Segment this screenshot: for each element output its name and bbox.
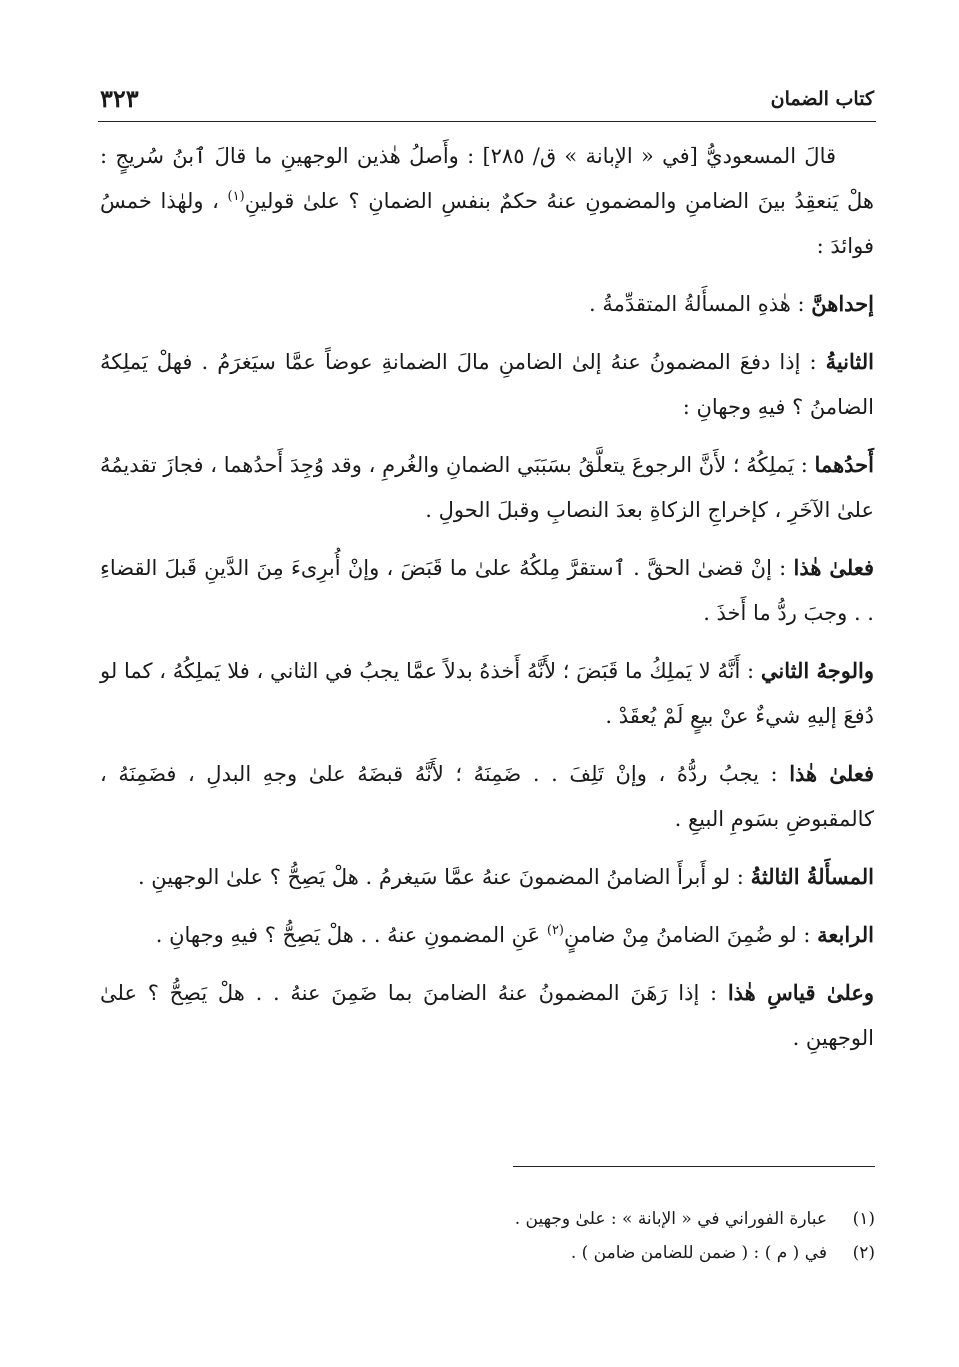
footnotes	[175, 1202, 875, 1270]
page-header	[100, 84, 874, 118]
footnote-rule	[513, 1166, 875, 1167]
footnote-text: عبارة الفوراني في « الإبانة » : علىٰ وجهين .	[514, 1209, 827, 1229]
paragraph-text: : هٰذهِ المسأَلةُ المتقدِّمةُ .	[589, 292, 812, 316]
paragraph-label: الرابعة	[817, 922, 874, 947]
paragraph-text: : أَنَّهُ لا يَملِكُ ما قَبَضَ ؛ لأَنَّهُ أَخذهُ بدلاً عمَّا يجبُ في الثاني ، فلا يَملِكُهُ ، كما لو دُفعَ إليهِ شيءٌ عنْ بيعٍ لَمْ يُعقَدْ .	[100, 659, 874, 728]
footnote-ref-2[interactable]: (٢)	[546, 923, 564, 938]
footnote-2	[175, 1236, 875, 1270]
paragraph-label: وعلىٰ قياسِ هٰذا	[727, 980, 874, 1005]
paragraph-label: أَحدُهما	[814, 452, 874, 477]
footnote-ref-1[interactable]: (١)	[227, 189, 245, 204]
page-number: ٣٢٣	[100, 84, 139, 113]
header-rule	[98, 121, 876, 122]
paragraph-label: إحداهنَّ	[811, 291, 874, 316]
paragraph-8	[100, 854, 874, 900]
paragraph-9	[100, 912, 874, 958]
paragraph-5	[100, 545, 874, 636]
paragraph-text: : لو ضُمِنَ الضامنُ مِنْ ضامنٍ	[564, 923, 818, 947]
paragraph-7	[100, 751, 874, 842]
body-text	[100, 134, 874, 1073]
paragraph-3	[100, 339, 874, 430]
footnote-text: في ( م ) : ( ضمن للضامن ضامن ) .	[570, 1243, 827, 1263]
paragraph-text: : لو أَبرأَ الضامنُ المضمونَ عنهُ عمَّا سَيغرمُ . هلْ يَصِحُّ ؟ علىٰ الوجهينِ .	[137, 865, 751, 889]
paragraph-text: : إذا رَهَنَ المضمونُ عنهُ الضامنَ بما ضَمِنَ عنهُ . . هلْ يَصِحُّ ؟ علىٰ الوجهينِ .	[100, 981, 874, 1050]
paragraph-text: : يجبُ ردُّهُ ، وإنْ تَلِفَ . . ضَمِنَهُ ؛ لأَنَّهُ قبضَهُ علىٰ وجهِ البدلِ ، فضَمِنَهُ ، كالمقبوضِ بسَومِ البيعِ .	[100, 762, 874, 831]
paragraph-label: فعلىٰ هٰذا	[789, 761, 874, 786]
paragraph-label: فعلىٰ هٰذا	[793, 555, 874, 580]
paragraph-text: قالَ المسعوديُّ [في « الإبانة » ق/ ٢٨٥] : وأَصلُ هٰذين الوجهينِ ما قالَ ٱبنُ سُريجٍ : هلْ يَنعقِدُ بينَ الضامنِ والمضمونِ عنهُ حكمٌ بنفسِ الضمانِ ؟ علىٰ قولينِ	[100, 144, 874, 213]
footnote-number: (٢)	[852, 1243, 875, 1263]
paragraph-text: : إذا دفعَ المضمونُ عنهُ إلىٰ الضامنِ مالَ الضمانةِ عوضاً عمَّا سيَغرَمُ . فهلْ يَملِكهُ الضامنُ ؟ فيهِ وجهانِ :	[100, 350, 874, 419]
paragraph-4	[100, 442, 874, 533]
paragraph-1	[100, 134, 874, 269]
paragraph-text: : إنْ قضىٰ الحقَّ . ٱستقرَّ مِلكُهُ علىٰ ما قَبَضَ ، وإنْ أُبرِىءَ مِنَ الدَّينِ قَبلَ القضاءِ . . وجبَ ردُّ ما أَخذَ .	[100, 556, 874, 625]
paragraph-text: ، ولهٰذا خمسُ فوائدَ :	[100, 189, 874, 258]
paragraph-10	[100, 970, 874, 1061]
paragraph-label: الثانيةُ	[825, 349, 874, 374]
book-title: كتاب الضمان	[770, 88, 874, 110]
footnote-1	[175, 1202, 875, 1236]
paragraph-label: المسأَلةُ الثالثةُ	[750, 864, 874, 889]
paragraph-text: عَنِ المضمونِ عنهُ . . هلْ يَصِحُّ ؟ فيهِ وجهانِ .	[155, 923, 547, 947]
paragraph-2	[100, 281, 874, 327]
footnote-number: (١)	[852, 1209, 875, 1229]
paragraph-label: والوجهُ الثاني	[760, 658, 874, 683]
paragraph-6	[100, 648, 874, 739]
paragraph-text: : يَملِكُهُ ؛ لأَنَّ الرجوعَ يتعلَّقُ بسَبَبَي الضمانِ والغُرمِ ، وقد وُجِدَ أَحدُهما ، فجازَ تقديمُهُ علىٰ الآخَرِ ، كإخراجِ الزكاةِ بعدَ النصابِ وقبلَ الحولِ .	[100, 453, 874, 522]
